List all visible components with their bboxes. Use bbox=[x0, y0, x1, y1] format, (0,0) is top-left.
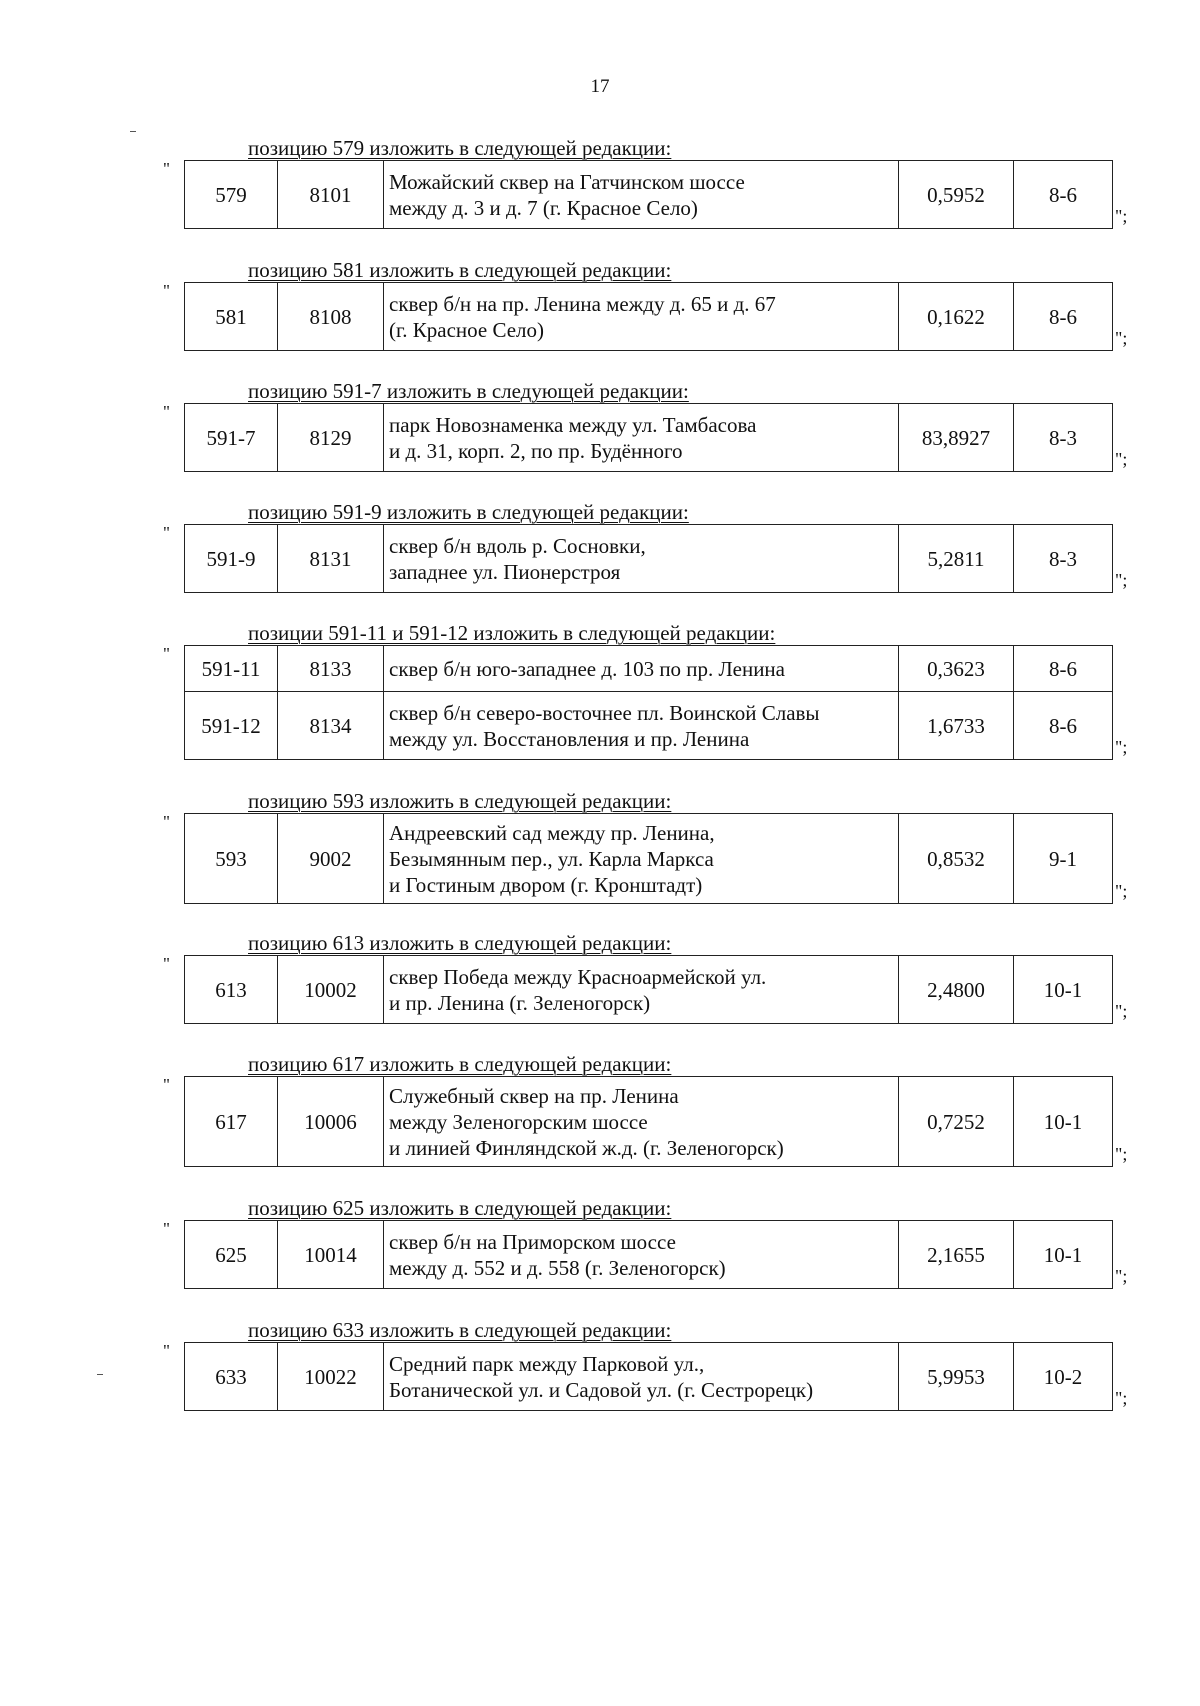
amendment-heading bbox=[248, 1052, 1110, 1076]
table-row bbox=[185, 283, 1113, 351]
zone-code-cell: 8-3 bbox=[1014, 404, 1113, 472]
position-number-cell: 581 bbox=[185, 283, 278, 351]
position-number-cell: 591-11 bbox=[185, 646, 278, 692]
opening-quote: " bbox=[163, 812, 170, 831]
amendment-heading-text: позицию 625 изложить в следующей редакции: bbox=[248, 1196, 672, 1220]
area-cell: 0,5952 bbox=[899, 161, 1014, 229]
amendment-table-wrap bbox=[150, 644, 1128, 760]
zone-code-cell: 8-6 bbox=[1014, 161, 1113, 229]
amendment-table bbox=[184, 524, 1113, 593]
closing-quote: "; bbox=[1115, 881, 1128, 901]
object-description-cell: Андреевский сад между пр. Ленина, Безымянным пер., ул. Карла Маркса и Гостиным двором (г. Кронштадт) bbox=[384, 814, 899, 904]
opening-quote: " bbox=[163, 644, 170, 663]
amendment-heading-text: позицию 613 изложить в следующей редакции: bbox=[248, 931, 672, 955]
amendment-block bbox=[150, 258, 1128, 351]
opening-quote: " bbox=[163, 1075, 170, 1094]
amendment-block bbox=[150, 1318, 1128, 1411]
closing-quote: "; bbox=[1115, 1266, 1128, 1286]
position-number-cell: 579 bbox=[185, 161, 278, 229]
table-row bbox=[185, 1077, 1113, 1167]
area-cell: 0,7252 bbox=[899, 1077, 1014, 1167]
amendment-table-wrap bbox=[150, 1075, 1128, 1167]
amendment-heading bbox=[248, 258, 1110, 282]
position-number-cell: 593 bbox=[185, 814, 278, 904]
position-number-cell: 633 bbox=[185, 1343, 278, 1411]
amendment-heading bbox=[248, 789, 1110, 813]
table-row bbox=[185, 525, 1113, 593]
amendment-table bbox=[184, 282, 1113, 351]
opening-quote: " bbox=[163, 402, 170, 421]
table-row bbox=[185, 161, 1113, 229]
table-row bbox=[185, 404, 1113, 472]
object-description-cell: Служебный сквер на пр. Ленина между Зеленогорским шоссе и линией Финляндской ж.д. (г. Зеленогорск) bbox=[384, 1077, 899, 1167]
zone-code-cell: 8-6 bbox=[1014, 283, 1113, 351]
amendment-table-wrap bbox=[150, 1219, 1128, 1289]
area-cell: 5,2811 bbox=[899, 525, 1014, 593]
zone-code-cell: 10-1 bbox=[1014, 1221, 1113, 1289]
area-cell: 1,6733 bbox=[899, 692, 1014, 760]
closing-quote: "; bbox=[1115, 449, 1128, 469]
object-code-cell: 8108 bbox=[278, 283, 384, 351]
amendment-block bbox=[150, 789, 1128, 904]
amendment-table-wrap bbox=[150, 954, 1128, 1024]
amendment-heading-text: позицию 617 изложить в следующей редакции: bbox=[248, 1052, 672, 1076]
object-description-cell: сквер Победа между Красноармейской ул. и пр. Ленина (г. Зеленогорск) bbox=[384, 956, 899, 1024]
object-code-cell: 10006 bbox=[278, 1077, 384, 1167]
opening-quote: " bbox=[163, 523, 170, 542]
area-cell: 5,9953 bbox=[899, 1343, 1014, 1411]
closing-quote: "; bbox=[1115, 570, 1128, 590]
amendment-block bbox=[150, 379, 1128, 472]
amendment-block bbox=[150, 136, 1128, 229]
area-cell: 0,8532 bbox=[899, 814, 1014, 904]
closing-quote: "; bbox=[1115, 328, 1128, 348]
closing-quote: "; bbox=[1115, 1001, 1128, 1021]
amendment-table bbox=[184, 955, 1113, 1024]
object-code-cell: 9002 bbox=[278, 814, 384, 904]
closing-quote: "; bbox=[1115, 1388, 1128, 1408]
object-description-cell: сквер б/н на Приморском шоссе между д. 552 и д. 558 (г. Зеленогорск) bbox=[384, 1221, 899, 1289]
object-description-cell: сквер б/н северо-восточнее пл. Воинской Славы между ул. Восстановления и пр. Ленина bbox=[384, 692, 899, 760]
position-number-cell: 625 bbox=[185, 1221, 278, 1289]
position-number-cell: 591-9 bbox=[185, 525, 278, 593]
table-row bbox=[185, 814, 1113, 904]
area-cell: 0,1622 bbox=[899, 283, 1014, 351]
amendment-heading-text: позицию 591-9 изложить в следующей редакции: bbox=[248, 500, 689, 524]
position-number-cell: 591-7 bbox=[185, 404, 278, 472]
amendment-heading-text: позицию 579 изложить в следующей редакции: bbox=[248, 136, 672, 160]
table-row bbox=[185, 1221, 1113, 1289]
amendment-heading-text: позицию 581 изложить в следующей редакции: bbox=[248, 258, 672, 282]
amendment-block bbox=[150, 621, 1128, 760]
amendment-heading bbox=[248, 621, 1110, 645]
table-row bbox=[185, 646, 1113, 692]
amendment-heading bbox=[248, 136, 1110, 160]
amendment-table-wrap bbox=[150, 402, 1128, 472]
amendment-table-wrap bbox=[150, 523, 1128, 593]
table-row bbox=[185, 692, 1113, 760]
opening-quote: " bbox=[163, 1341, 170, 1360]
zone-code-cell: 9-1 bbox=[1014, 814, 1113, 904]
position-number-cell: 613 bbox=[185, 956, 278, 1024]
object-description-cell: сквер б/н вдоль р. Сосновки, западнее ул. Пионерстроя bbox=[384, 525, 899, 593]
amendment-table-wrap bbox=[150, 812, 1128, 904]
object-description-cell: Можайский сквер на Гатчинском шоссе между д. 3 и д. 7 (г. Красное Село) bbox=[384, 161, 899, 229]
amendment-heading-text: позицию 591-7 изложить в следующей редакции: bbox=[248, 379, 689, 403]
amendment-table-wrap bbox=[150, 159, 1128, 229]
object-code-cell: 8134 bbox=[278, 692, 384, 760]
amendment-table bbox=[184, 813, 1113, 904]
position-number-cell: 617 bbox=[185, 1077, 278, 1167]
amendment-heading bbox=[248, 379, 1110, 403]
amendment-heading bbox=[248, 1318, 1110, 1342]
opening-quote: " bbox=[163, 954, 170, 973]
amendment-block bbox=[150, 1196, 1128, 1289]
opening-quote: " bbox=[163, 281, 170, 300]
amendment-heading-text: позицию 593 изложить в следующей редакции: bbox=[248, 789, 672, 813]
page-number: 17 bbox=[590, 76, 610, 97]
amendment-block bbox=[150, 500, 1128, 593]
closing-quote: "; bbox=[1115, 206, 1128, 226]
amendment-table bbox=[184, 1342, 1113, 1411]
object-code-cell: 10022 bbox=[278, 1343, 384, 1411]
object-code-cell: 8133 bbox=[278, 646, 384, 692]
amendment-table-wrap bbox=[150, 281, 1128, 351]
position-number-cell: 591-12 bbox=[185, 692, 278, 760]
table-row bbox=[185, 1343, 1113, 1411]
zone-code-cell: 10-1 bbox=[1014, 956, 1113, 1024]
amendment-heading-text: позицию 633 изложить в следующей редакции: bbox=[248, 1318, 672, 1342]
scan-mark bbox=[97, 1374, 103, 1375]
scan-mark bbox=[130, 131, 136, 132]
amendment-table bbox=[184, 1220, 1113, 1289]
amendment-block bbox=[150, 931, 1128, 1024]
closing-quote: "; bbox=[1115, 737, 1128, 757]
object-code-cell: 10014 bbox=[278, 1221, 384, 1289]
amendment-block bbox=[150, 1052, 1128, 1167]
object-code-cell: 8131 bbox=[278, 525, 384, 593]
zone-code-cell: 8-3 bbox=[1014, 525, 1113, 593]
amendment-table bbox=[184, 403, 1113, 472]
table-row bbox=[185, 956, 1113, 1024]
amendment-table bbox=[184, 1076, 1113, 1167]
object-code-cell: 8101 bbox=[278, 161, 384, 229]
amendment-heading bbox=[248, 931, 1110, 955]
zone-code-cell: 10-1 bbox=[1014, 1077, 1113, 1167]
object-description-cell: сквер б/н юго-западнее д. 103 по пр. Ленина bbox=[384, 646, 899, 692]
object-code-cell: 10002 bbox=[278, 956, 384, 1024]
area-cell: 2,1655 bbox=[899, 1221, 1014, 1289]
area-cell: 0,3623 bbox=[899, 646, 1014, 692]
object-code-cell: 8129 bbox=[278, 404, 384, 472]
zone-code-cell: 8-6 bbox=[1014, 692, 1113, 760]
amendment-heading-text: позиции 591-11 и 591-12 изложить в следующей редакции: bbox=[248, 621, 776, 645]
area-cell: 2,4800 bbox=[899, 956, 1014, 1024]
amendment-table bbox=[184, 160, 1113, 229]
zone-code-cell: 10-2 bbox=[1014, 1343, 1113, 1411]
object-description-cell: сквер б/н на пр. Ленина между д. 65 и д. 67 (г. Красное Село) bbox=[384, 283, 899, 351]
closing-quote: "; bbox=[1115, 1144, 1128, 1164]
amendment-table-wrap bbox=[150, 1341, 1128, 1411]
object-description-cell: Средний парк между Парковой ул., Ботанической ул. и Садовой ул. (г. Сестрорецк) bbox=[384, 1343, 899, 1411]
area-cell: 83,8927 bbox=[899, 404, 1014, 472]
object-description-cell: парк Новознаменка между ул. Тамбасова и д. 31, корп. 2, по пр. Будённого bbox=[384, 404, 899, 472]
amendment-heading bbox=[248, 500, 1110, 524]
opening-quote: " bbox=[163, 159, 170, 178]
amendment-heading bbox=[248, 1196, 1110, 1220]
opening-quote: " bbox=[163, 1219, 170, 1238]
amendment-table bbox=[184, 645, 1113, 760]
zone-code-cell: 8-6 bbox=[1014, 646, 1113, 692]
